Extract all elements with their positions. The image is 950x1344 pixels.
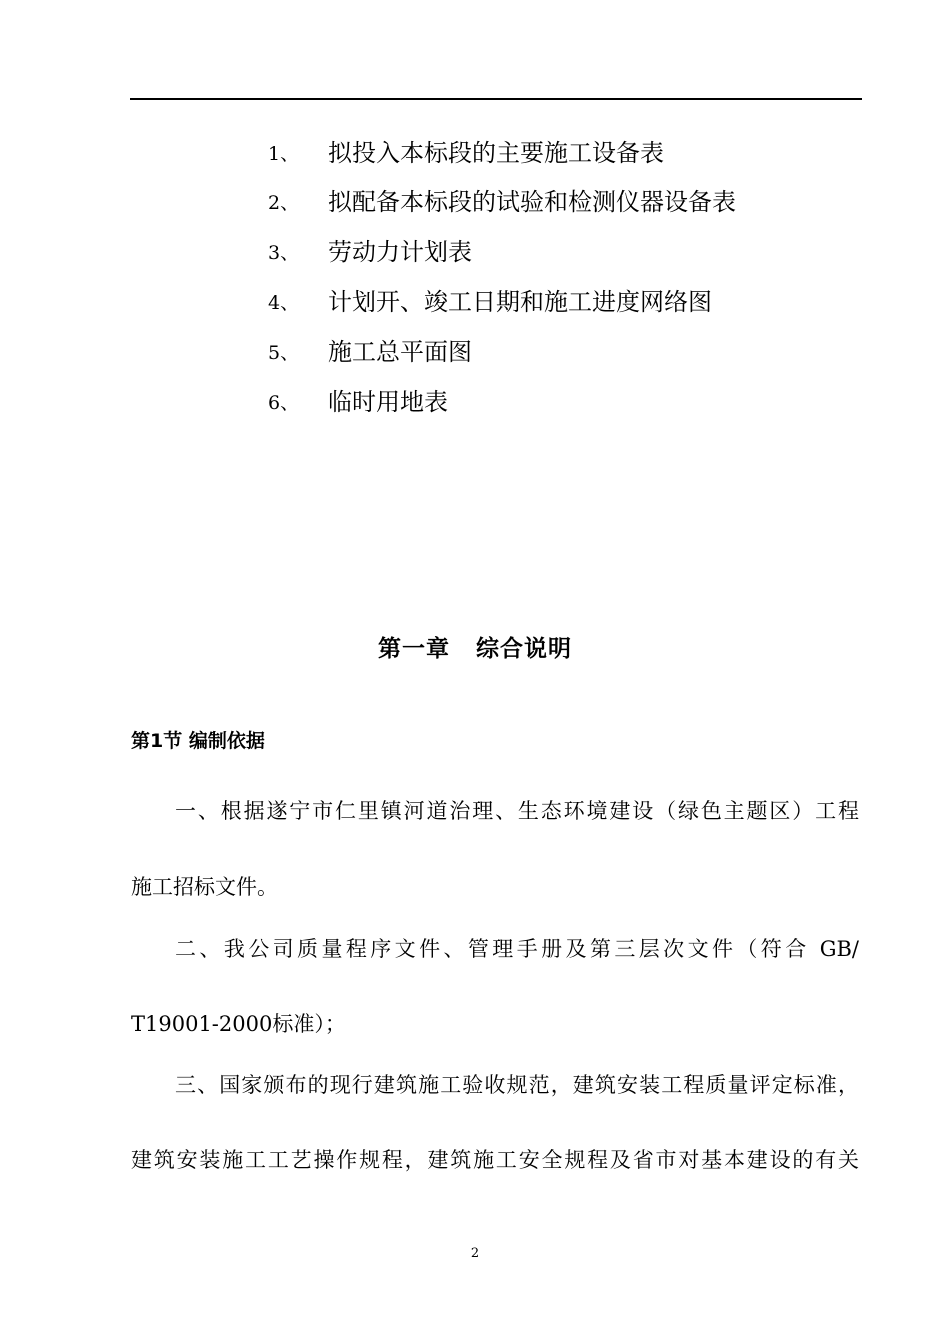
list-item-text: 临时用地表 <box>328 388 448 416</box>
paragraph-line: 施工招标文件。 <box>131 875 278 899</box>
list-item-number: 4、 <box>268 292 300 314</box>
paragraph-line: 二、我公司质量程序文件、管理手册及第三层次文件（符合 GB/ <box>175 937 859 961</box>
paragraph-line: T19001-2000标准）； <box>131 1012 346 1036</box>
list-item-number: 5、 <box>268 342 300 364</box>
section-title: 第1节 编制依据 <box>131 730 265 752</box>
paragraph-line: 三、国家颁布的现行建筑施工验收规范，建筑安装工程质量评定标准， <box>175 1073 859 1097</box>
chapter-title <box>0 630 950 663</box>
chapter-number: 第一章 <box>378 636 450 662</box>
list-item-number: 6、 <box>268 392 300 414</box>
page-number: 2 <box>470 1246 480 1261</box>
list-item-number: 3、 <box>268 242 300 264</box>
list-item-text: 拟投入本标段的主要施工设备表 <box>328 139 664 167</box>
list-item-text: 计划开、竣工日期和施工进度网络图 <box>328 288 712 316</box>
list-item-text: 劳动力计划表 <box>328 238 472 266</box>
list-item-text: 施工总平面图 <box>328 338 472 366</box>
paragraph-line: 建筑安装施工工艺操作规程，建筑施工安全规程及省市对基本建设的有关 <box>131 1148 859 1172</box>
paragraph-line: 一、根据遂宁市仁里镇河道治理、生态环境建设（绿色主题区）工程 <box>175 799 859 823</box>
list-item-number: 2、 <box>268 192 300 214</box>
list-item-number: 1、 <box>268 143 300 165</box>
list-item-text: 拟配备本标段的试验和检测仪器设备表 <box>328 188 736 216</box>
header-rule <box>130 98 862 100</box>
chapter-name: 综合说明 <box>476 636 572 662</box>
